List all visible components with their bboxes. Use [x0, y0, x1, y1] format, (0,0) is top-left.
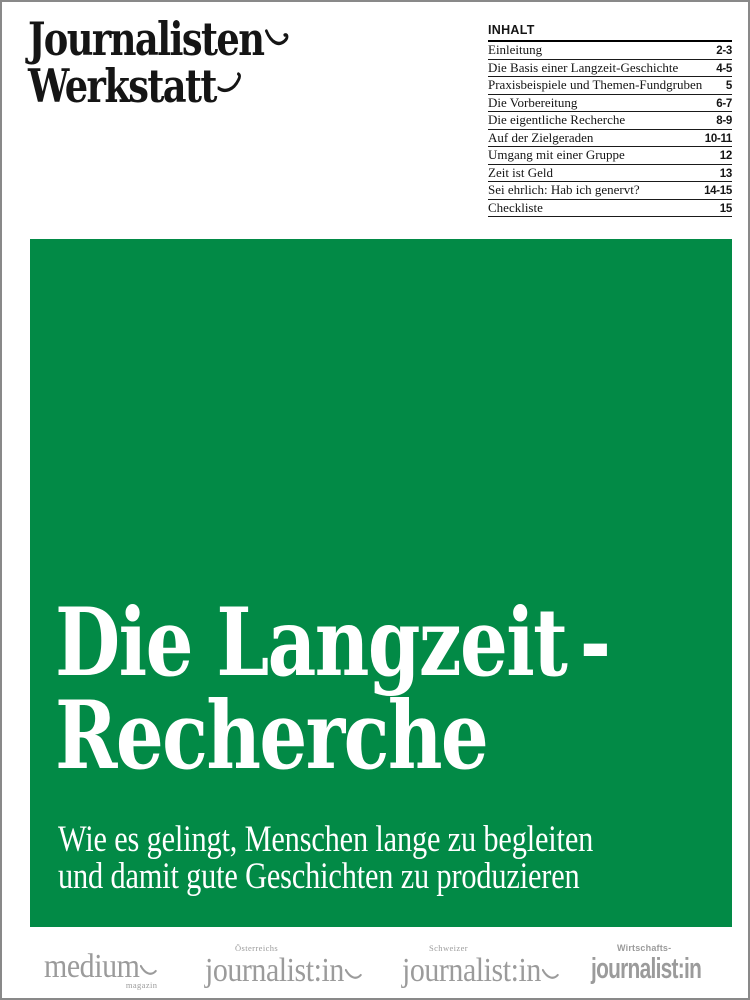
medium-logo-sublabel: magazin: [125, 980, 158, 990]
toc-entry-label: Checkliste: [488, 199, 543, 215]
brand-word-journalisten: Journalisten: [28, 12, 264, 66]
toc-rows: [488, 42, 732, 217]
toc-entry-label: Auf der Zielgeraden: [488, 129, 594, 145]
swash-flourish-icon: [265, 27, 289, 51]
toc-row[interactable]: [488, 182, 732, 200]
toc-entry-pages: 15: [719, 202, 732, 215]
toc-entry-label: Die eigentliche Recherche: [488, 112, 626, 127]
toc-entry-label: Zeit ist Geld: [488, 164, 553, 180]
toc-entry-pages: 10-11: [704, 132, 732, 145]
brand-word-werkstatt: Werkstatt: [28, 59, 216, 113]
publisher-logos: [2, 927, 750, 1000]
toc-entry-label: Sei ehrlich: Hab ich genervt?: [488, 182, 640, 197]
toc-entry-label: Einleitung: [488, 42, 543, 57]
swash-flourish-icon: [140, 963, 158, 979]
cover-hero: [30, 239, 732, 927]
toc-row[interactable]: [488, 165, 732, 183]
cover-title-line-2: Recherche: [55, 681, 488, 791]
swash-flourish-icon: [542, 967, 560, 983]
toc-heading: INHALT: [488, 23, 732, 42]
schweizer-journalistin-text: journalist:in: [402, 952, 541, 989]
swash-flourish-icon: [217, 72, 243, 98]
brand-line-1: [28, 12, 289, 66]
cover-subtitle-line-2: und damit gute Geschichten zu produzieren: [58, 855, 580, 897]
brand-logo: [28, 12, 354, 113]
toc-entry-label: Umgang mit einer Gruppe: [488, 147, 625, 162]
cover-title-line-1: Die Langzeit -: [55, 588, 610, 698]
medium-logo-text: medium: [44, 948, 140, 985]
brand-line-2: [28, 59, 289, 113]
toc-entry-pages: 14-15: [704, 185, 732, 197]
medium-logo-wordmark: [44, 950, 158, 984]
oesterreichs-sublabel: Österreichs: [235, 943, 279, 953]
oesterreichs-journalistin-text: journalist:in: [205, 952, 344, 989]
toc-entry-label: Die Vorbereitung: [488, 94, 578, 110]
cover-title: [55, 588, 610, 791]
toc-row[interactable]: [488, 200, 732, 218]
toc-row[interactable]: [488, 77, 732, 95]
schweizer-sublabel: Schweizer: [429, 943, 468, 953]
toc-entry-pages: 6-7: [716, 97, 732, 110]
toc-entry-pages: 2-3: [716, 45, 732, 57]
toc-row[interactable]: [488, 112, 732, 130]
wirtschafts-journalistin-wordmark: journalist:in: [591, 953, 702, 985]
toc-entry-pages: 13: [719, 167, 732, 180]
publisher-logo-wirtschafts-journalistin: [591, 944, 744, 984]
publisher-logo-medium: [44, 950, 173, 990]
table-of-contents: [488, 23, 732, 217]
publisher-logo-oesterreichs-journalistin: [205, 944, 384, 988]
toc-row[interactable]: [488, 60, 732, 78]
toc-entry-pages: 5: [725, 80, 732, 92]
publisher-logo-schweizer-journalistin: [402, 944, 581, 988]
toc-row[interactable]: [488, 147, 732, 165]
toc-entry-pages: 12: [719, 150, 732, 162]
toc-row[interactable]: [488, 42, 732, 60]
schweizer-journalistin-wordmark: [402, 954, 559, 988]
swash-flourish-icon: [345, 967, 363, 983]
toc-entry-label: Die Basis einer Langzeit-Geschichte: [488, 59, 679, 75]
toc-entry-label: Praxisbeispiele und Themen-Fundgruben: [488, 77, 703, 92]
oesterreichs-journalistin-wordmark: [205, 954, 362, 988]
toc-row[interactable]: [488, 95, 732, 113]
toc-row[interactable]: [488, 130, 732, 148]
cover-subtitle: [58, 819, 594, 897]
toc-entry-pages: 8-9: [716, 115, 732, 127]
cover-subtitle-line-1: Wie es gelingt, Menschen lange zu begleiten: [58, 819, 594, 860]
wirtschafts-sublabel: Wirtschafts-: [617, 943, 672, 953]
toc-entry-pages: 4-5: [716, 62, 732, 75]
